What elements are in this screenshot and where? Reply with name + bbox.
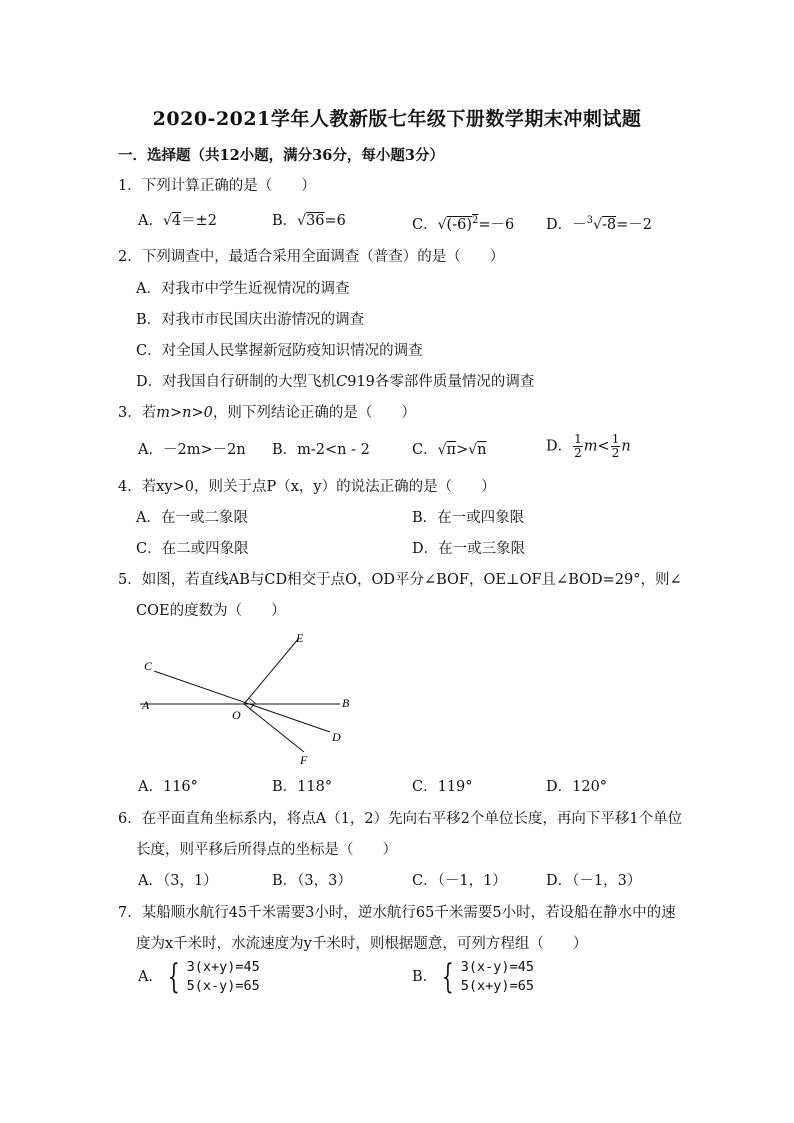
label-e: E [296,631,304,645]
label-a: A [142,698,150,712]
q7-option-a: A． { 3(x+y)=45 5(x-y)=65 [138,957,260,997]
line-cd [154,671,330,732]
q3-option-d: D． $\frac{1}{2}$ m< $\frac{1}{2}$ n [546,432,631,460]
label-b: B [342,696,350,710]
question-6-stem-line1: 6．在平面直角坐标系内，将点A（1，2）先向右平移2个单位长度，再向下平移1个单位 [118,811,683,827]
q7-option-b: B． { 3(x-y)=45 5(x+y)=65 [412,957,534,997]
q3-option-a: A．－2m>－2n [138,442,246,458]
ray-of [244,704,304,752]
label-f: F [300,753,308,767]
question-4-stem: 4．若xy>0，则关于点P（x，y）的说法正确的是（ ） [118,479,496,495]
brace-icon: { [442,957,454,997]
question-2-stem: 2．下列调查中，最适合采用全面调查（普查）的是（ ） [118,249,505,265]
q3-option-c: C．√π>√n [412,442,487,458]
q5-option-c: C．119° [412,779,473,795]
q1-option-c: C．$√(-6)^2=-6$ [412,215,515,233]
q5-option-b: B．118° [272,779,333,795]
q1-option-a: A．√4＝±2 [138,213,218,229]
label-c: C [144,659,153,673]
q6-option-d: D．（－1，3） [546,873,642,889]
q4-option-b: B．在一或四象限 [412,510,525,526]
q5-option-d: D．120° [546,779,608,795]
q3-option-b: B．m-2<n - 2 [272,442,370,458]
question-5-stem-line2: COE的度数为（ ） [136,603,286,619]
q2-option-c: C．对全国人民掌握新冠防疫知识情况的调查 [136,343,423,359]
q4-option-c: C．在二或四象限 [136,541,249,557]
q2-option-a: A．对我市中学生近视情况的调查 [136,281,350,297]
question-5-stem-line1: 5．如图，若直线AB与CD相交于点O，OD平分∠BOF，OE⊥OF且∠BOD=29°，则∠ [118,572,682,588]
question-7-stem-line1: 7．某船顺水航行45千米需要3小时，逆水航行65千米需要5小时，若设船在静水中的速 [118,905,676,921]
q6-option-b: B．（3，3） [272,873,352,889]
q6-option-c: C．（－1，1） [412,873,507,889]
question-1-stem: 1．下列计算正确的是（ ） [118,178,316,194]
q5-option-a: A．116° [138,779,198,795]
ray-oe [244,638,299,704]
q4-option-d: D．在一或三象限 [412,541,526,557]
q6-option-a: A．（3，1） [138,873,218,889]
brace-icon: { [167,957,180,997]
geometry-figure [136,628,366,768]
label-d: D [332,730,341,744]
question-3-stem: 3．若m>n>0，则下列结论正确的是（ ） [118,405,416,421]
section-heading: 一．选择题（共12小题，满分36分，每小题3分） [118,147,444,164]
label-o: O [232,708,241,722]
q1-option-b: B．√36=6 [272,213,346,229]
q4-option-a: A．在一或二象限 [136,510,248,526]
q2-option-d: D．对我国自行研制的大型飞机C919各零部件质量情况的调查 [136,374,535,390]
q2-option-b: B．对我市市民国庆出游情况的调查 [136,312,365,328]
question-6-stem-line2: 长度，则平移后所得点的坐标是（ ） [136,842,397,858]
page-title: 2020-2021学年人教新版七年级下册数学期末冲刺试题 [152,108,642,130]
q1-option-d: D．－$^3$√-8=－2 [546,215,652,233]
question-7-stem-line2: 度为x千米时，水流速度为y千米时，则根据题意，可列方程组（ ） [136,936,588,952]
